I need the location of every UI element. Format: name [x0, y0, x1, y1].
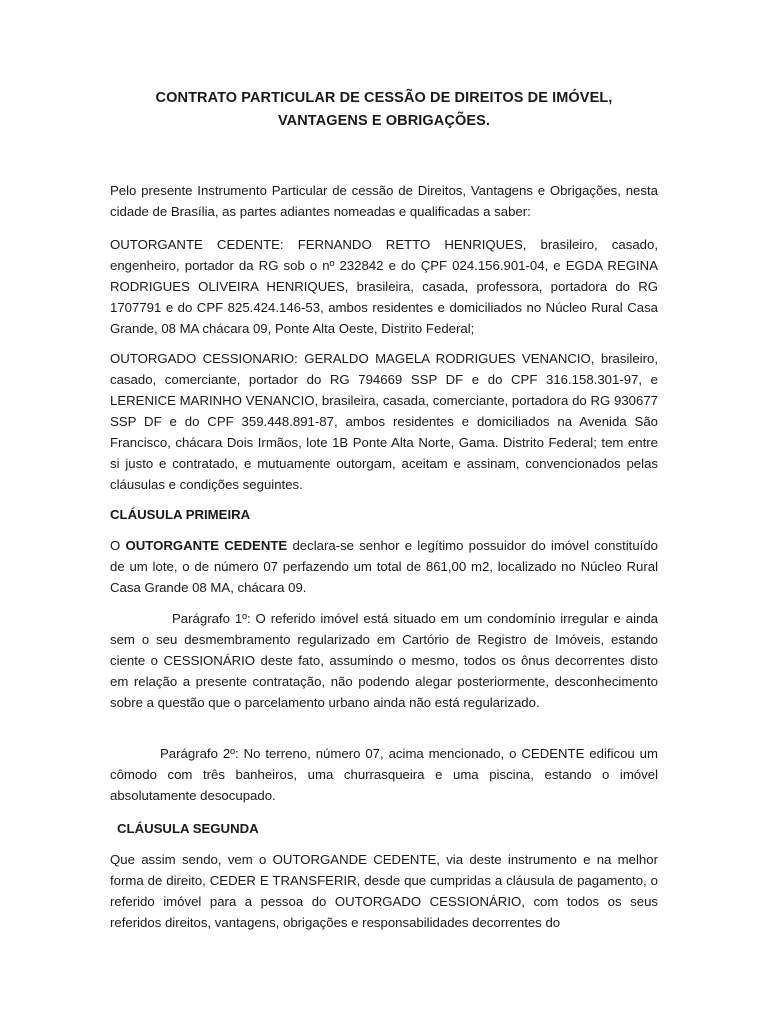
clausula-segunda-paragraph: Que assim sendo, vem o OUTORGANDE CEDENTE, via deste instrumento e na melhor forma de direito, CEDER E TRANSFERIR, desde que cumpridas a cláusula de pagamento, o referido imóvel para a pessoa do OUTORGADO CESSIONÁRIO, com todos os seus referidos direitos, vantagens, obrigações e responsabilidades decorrentes do — [110, 852, 658, 930]
cessionario-paragraph: OUTORGADO CESSIONARIO: GERALDO MAGELA RODRIGUES VENANCIO, brasileiro, casado, comerciante, portador do RG 794669 SSP DF e do CPF 316.158.301-97, e LERENICE MARINHO VENANCIO, brasileira, casada, comerciante, portadora do RG 930677 SSP DF e do CPF 359.448.891-87, ambos residentes e domiciliados na Avenida São Francisco, chácara Dois Irmãos, lote 1B Ponte Alta Norte, Gama. Distrito Federal; tem entre si justo e contratado, e mutuamente outorgam, aceitam e assinam, convencionados pelas cláusulas e condições seguintes. — [110, 351, 658, 492]
clausula-primeira-bold: OUTORGANTE CEDENTE — [125, 538, 288, 553]
paragrafo-2: Parágrafo 2º: No terreno, número 07, acima mencionado, o CEDENTE edificou um cômodo com três banheiros, uma churrasqueira e uma piscina, estando o imóvel absolutamente desocupado. — [110, 746, 658, 803]
cedente-paragraph: OUTORGANTE CEDENTE: FERNANDO RETTO HENRIQUES, brasileiro, casado, engenheiro, portador da RG sob o nº 232842 e do ÇPF 024.156.901-04, e EGDA REGINA RODRIGUES OLIVEIRA HENRIQUES, brasileira, casada, professora, portadora do RG 1707791 e do CPF 825.424.146-53, ambos residentes e domiciliados no Núcleo Rural Casa Grande, 08 MA chácara 09, Ponte Alta Oeste, Distrito Federal; — [110, 237, 658, 336]
clausula-primeira-prefix: O — [110, 538, 126, 553]
intro-paragraph: Pelo presente Instrumento Particular de cessão de Direitos, Vantagens e Obrigações, nesta cidade de Brasília, as partes adiantes nomeadas e qualificadas a saber: — [110, 183, 658, 219]
document-title-line-1: CONTRATO PARTICULAR DE CESSÃO DE DIREITOS DE IMÓVEL, — [155, 90, 613, 106]
document-title-line-2: VANTAGENS E OBRIGAÇÕES. — [277, 113, 491, 129]
clausula-segunda-heading: CLÁUSULA SEGUNDA — [117, 821, 259, 836]
paragrafo-1: Parágrafo 1º: O referido imóvel está situado em um condomínio irregular e ainda sem o seu desmembramento regularizado em Cartório de Registro de Imóveis, estando ciente o CESSIONÁRIO deste fato, assumindo o mesmo, todos os ônus decorrentes disto em relação a presente contratação, não podendo alegar posteriormente, desconhecimento sobre a questão que o parcelamento urbano ainda não está regularizado. — [110, 611, 658, 710]
clausula-primeira-rest: declara-se senhor e legítimo possuidor do imóvel constituído de um lote, o de número 07 perfazendo um total de 861,00 m2, localizado no Núcleo Rural Casa Grande 08 MA, chácara 09. — [110, 538, 659, 595]
clausula-primeira-heading: CLÁUSULA PRIMEIRA — [110, 507, 251, 522]
clausula-primeira-paragraph — [110, 535, 658, 598]
